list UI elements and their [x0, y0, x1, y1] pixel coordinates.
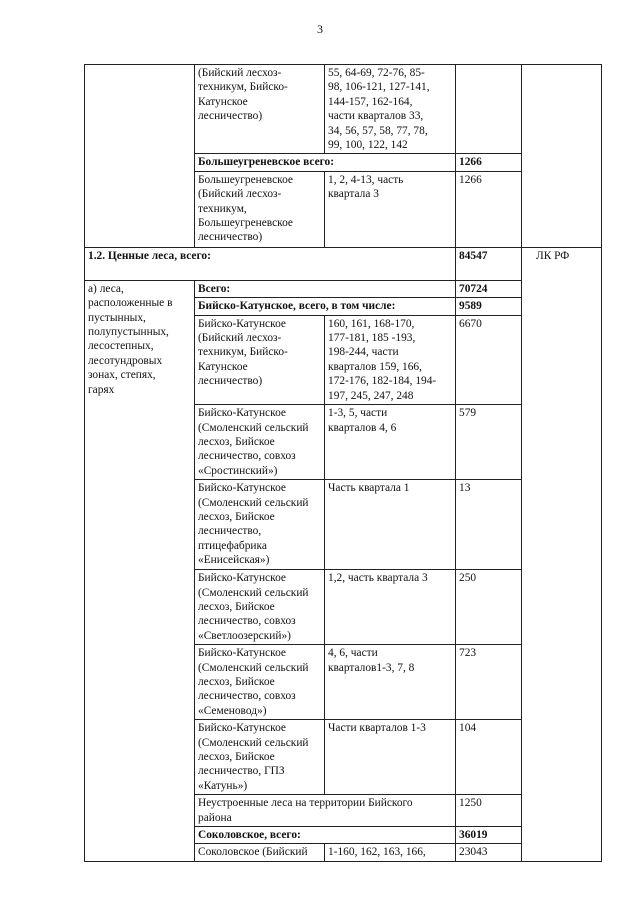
area-cell: 1266 — [456, 154, 522, 171]
forestry-name: (Бийский лесхоз- техникум, Бийско- Катунское лесничество) — [195, 65, 325, 154]
forestry-name: Бийско-Катунское (Смоленский сельский лесхоз, Бийское лесничество, совхоз «Семеновод») — [195, 645, 325, 720]
forestry-name: Соколовское (Бийский — [195, 844, 325, 861]
category-cell: а) леса, расположенные в пустынных, полупустынных, лесостепных, лесотундровых зонах, степях, гарях — [85, 280, 195, 861]
area-cell: 6670 — [456, 315, 522, 404]
forestry-name: Бийско-Катунское (Бийский лесхоз- техникум, Бийско- Катунское лесничество) — [195, 315, 325, 404]
quarters-cell: 1,2, часть квартала 3 — [325, 570, 456, 645]
area-cell: 9589 — [456, 298, 522, 315]
area-cell: 13 — [456, 480, 522, 570]
area-cell: 23043 — [456, 844, 522, 861]
basis-cell — [522, 65, 602, 248]
forestry-name: Большеугреневское (Бийский лесхоз- техникум, Большеугреневское лесничество) — [195, 171, 325, 247]
forest-table — [84, 64, 602, 862]
forestry-name: Неустроенные леса на территории Бийского района — [195, 795, 456, 827]
basis-cell: ЛК РФ — [522, 247, 602, 861]
forestry-name: Бийско-Катунское (Смоленский сельский лесхоз, Бийское лесничество, совхоз «Светлоозерский») — [195, 570, 325, 645]
quarters-cell: 55, 64-69, 72-76, 85- 98, 106-121, 127-141, 144-157, 162-164, части кварталов 33, 34, 56, 57, 58, 77, 78, 99, 100, 122, 142 — [325, 65, 456, 154]
forestry-name: Бийско-Катунское (Смоленский сельский лесхоз, Бийское лесничество, птицефабрика «Енисейская») — [195, 480, 325, 570]
subtotal-label: Большеугреневское всего: — [195, 154, 456, 171]
subtotal-label: Бийско-Катунское, всего, в том числе: — [195, 298, 456, 315]
section-title: 1.2. Ценные леса, всего: — [85, 247, 456, 280]
area-cell: 36019 — [456, 827, 522, 844]
quarters-cell: 160, 161, 168-170, 177-181, 185 -193, 198-244, части кварталов 159, 166, 172-176, 182-184, 194- 197, 245, 247, 248 — [325, 315, 456, 404]
category-cell — [85, 65, 195, 248]
quarters-cell: 1-160, 162, 163, 166, — [325, 844, 456, 861]
subtotal-label: Всего: — [195, 280, 456, 297]
area-cell: 84547 — [456, 247, 522, 280]
area-cell — [456, 65, 522, 154]
table-row — [85, 65, 602, 154]
area-cell: 104 — [456, 720, 522, 795]
area-cell: 1266 — [456, 171, 522, 247]
quarters-cell: 1, 2, 4-13, часть квартала 3 — [325, 171, 456, 247]
area-cell: 723 — [456, 645, 522, 720]
quarters-cell: 4, 6, части кварталов1-3, 7, 8 — [325, 645, 456, 720]
table-row — [85, 247, 602, 280]
area-cell: 70724 — [456, 280, 522, 297]
area-cell: 250 — [456, 570, 522, 645]
subtotal-label: Соколовское, всего: — [195, 827, 456, 844]
page-number: 3 — [317, 22, 323, 36]
area-cell: 579 — [456, 405, 522, 480]
area-cell: 1250 — [456, 795, 522, 827]
quarters-cell: Часть квартала 1 — [325, 480, 456, 570]
quarters-cell: Части кварталов 1-3 — [325, 720, 456, 795]
forestry-name: Бийско-Катунское (Смоленский сельский лесхоз, Бийское лесничество, ГПЗ «Катунь») — [195, 720, 325, 795]
forestry-name: Бийско-Катунское (Смоленский сельский лесхоз, Бийское лесничество, совхоз «Сростинский») — [195, 405, 325, 480]
quarters-cell: 1-3, 5, части кварталов 4, 6 — [325, 405, 456, 480]
